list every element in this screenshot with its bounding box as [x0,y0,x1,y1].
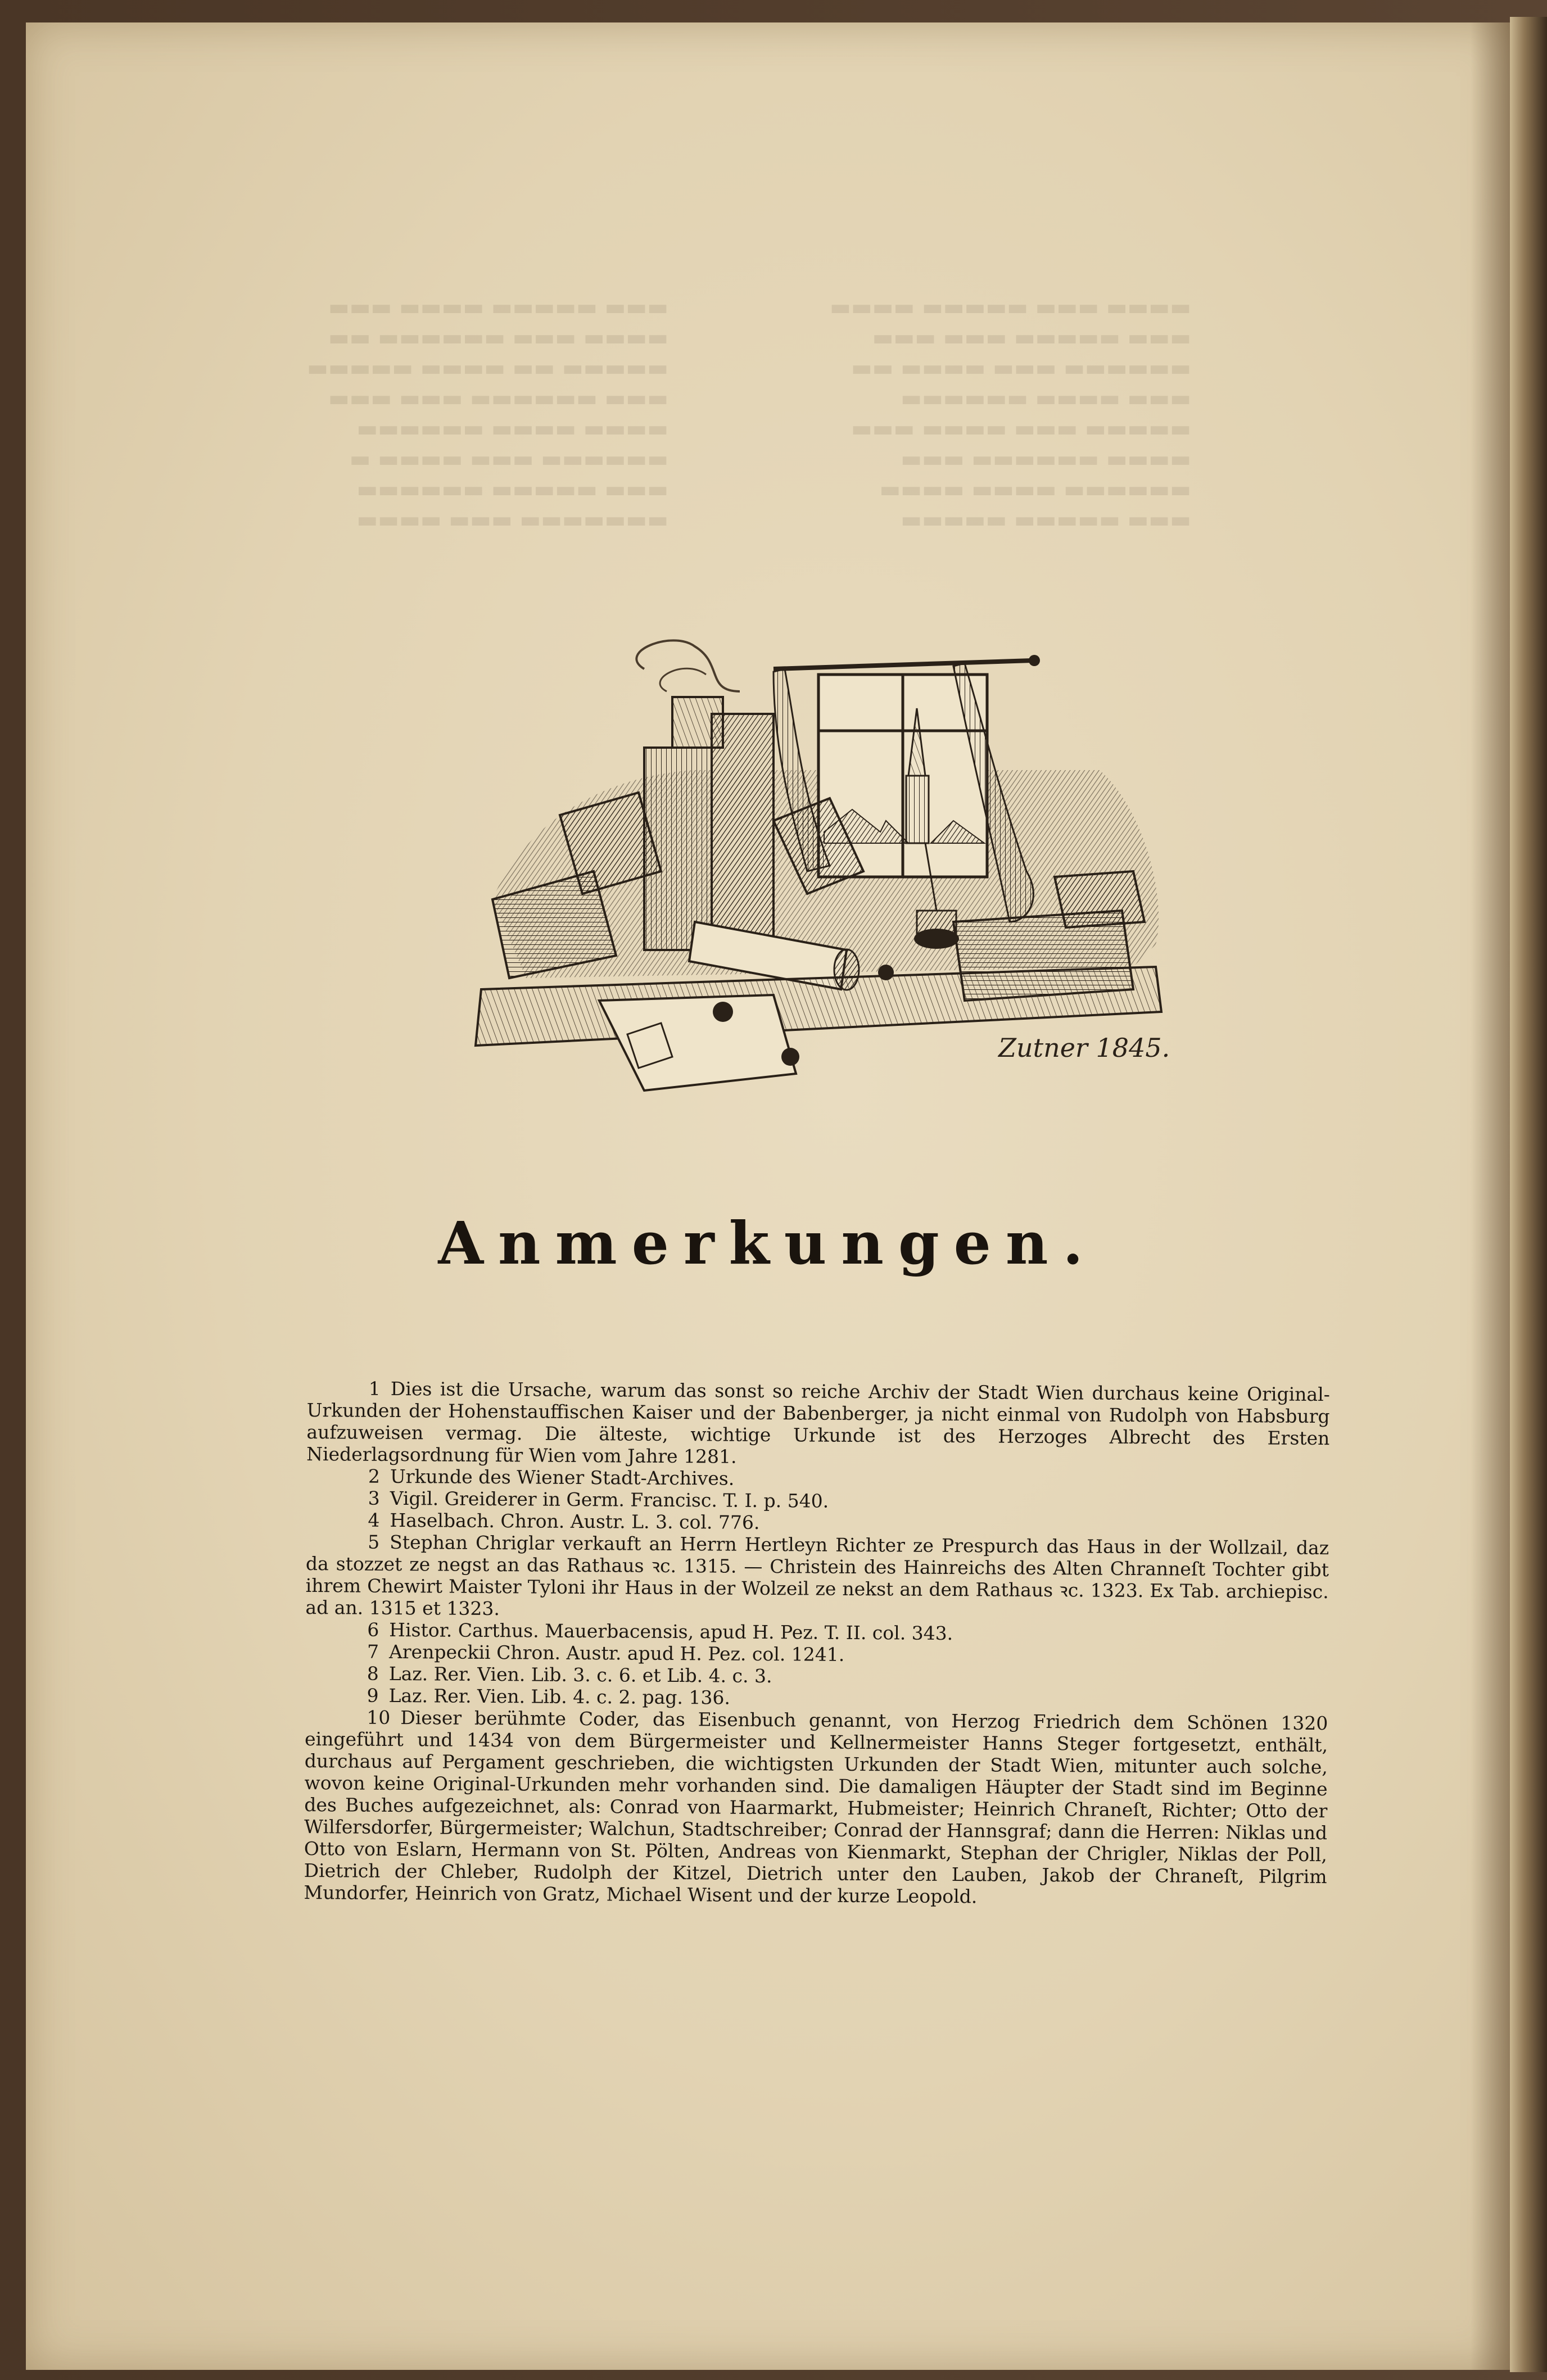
footnote-text: Dies ist die Ursache, warum das sonst so reiche Archiv der Stadt Wien durchaus keine Original-Urkunden der Hohenstauffischen Kaiser und der Babenberger, ja nicht einmal von Rudolph von Habsburg aufzuweisen vermag. Die älteste, wichtige Urkunde ist des Herzoges Albrecht des Ersten Niederlagsordnung für Wien vom Jahre 1281. [306,1377,1330,1468]
footnote-number: 9 [367,1684,379,1707]
footnote-text: Haselbach. Chron. Austr. L. 3. col. 776. [390,1509,760,1533]
wax-seal [878,965,894,980]
footnote-text: Vigil. Greiderer in Germ. Francisc. T. I. p. 540. [390,1487,829,1512]
wax-seal [713,1002,733,1022]
footnote-number: 10 [367,1706,391,1729]
footnote-number: 5 [368,1531,380,1553]
footnote-number: 1 [368,1377,381,1400]
footnote-number: 6 [367,1618,379,1641]
footnote-text: Histor. Carthus. Mauerbacensis, apud H. Pez. T. II. col. 343. [389,1618,953,1645]
footnotes [304,1377,1330,1910]
footnote-number: 2 [368,1465,381,1487]
show-through-text-left: ▬▬▬ ▬▬▬▬▬ ▬▬▬▬ ▬▬▬ ▬▬▬▬ ▬▬▬ ▬▬▬▬▬▬ ▬▬ ▬▬▬▬▬ ▬▬ ▬▬▬▬ ▬▬▬▬▬ ▬▬▬ ▬▬▬▬▬▬ ▬▬▬ ▬▬▬ ▬▬▬▬ ▬▬▬▬ ▬▬▬▬▬▬ ▬▬▬▬▬▬ ▬▬▬ ▬▬▬▬ ▬ ▬▬▬ ▬▬▬▬▬ ▬▬▬▬▬▬ ▬▬▬▬▬▬▬ ▬▬▬ ▬▬▬▬ [307,295,668,533]
footnote-text: Urkunde des Wiener Stadt-Archives. [390,1465,735,1490]
footnote-text: Arenpeckii Chron. Austr. apud H. Pez. col. 1241. [388,1640,845,1666]
footnote-text: Laz. Rer. Vien. Lib. 4. c. 2. pag. 136. [388,1684,731,1709]
footnote-1 [306,1377,1330,1471]
footnote-5 [305,1531,1329,1625]
engraver-signature: Zutner 1845. [998,1033,1170,1063]
footnote-number: 3 [368,1487,380,1509]
gutter-shadow [1471,22,1510,2370]
wax-seal [781,1048,799,1066]
footnote-text: Laz. Rer. Vien. Lib. 3. c. 6. et Lib. 4. c. 3. [388,1662,772,1687]
show-through-text-right: ▬▬▬▬ ▬▬▬ ▬▬▬▬▬ ▬▬▬▬ ▬▬▬ ▬▬▬▬▬ ▬▬▬ ▬▬▬ ▬▬▬▬▬▬ ▬▬▬ ▬▬▬▬ ▬▬ ▬▬▬ ▬▬▬▬ ▬▬▬▬▬▬ ▬▬▬▬▬ ▬▬▬ ▬▬▬▬ ▬▬▬ ▬▬▬▬ ▬▬▬▬▬▬ ▬▬▬ ▬▬▬▬▬▬ ▬▬▬▬ ▬▬▬▬ ▬▬▬ ▬▬▬▬▬ ▬▬▬▬▬ [830,295,1191,533]
book-page [26,22,1510,2370]
engraved-vignette-archive-room [459,607,1189,1102]
footnote-text: Stephan Chriglar verkauft an Herrn Hertleyn Richter ze Prespurch das Haus in der Wollzail, daz da stozzet ze negst an das Rathaus ꝛc. 1315. — Christein des Hainreichs des Alten Chranneſt Tochter gibt ihrem Chewirt Maister Tyloni ihr Haus in der Wolzeil ze nekst an dem Rathaus ꝛc. 1323. Ex Tab. archiepisc. ad an. 1315 et 1323. [305,1531,1329,1620]
book-spine-edge [1510,17,1547,2372]
footnote-10 [304,1706,1328,1910]
footnote-number: 7 [367,1640,379,1663]
footnote-number: 8 [367,1662,379,1685]
section-heading: Anmerkungen. [438,1209,1098,1278]
map-sheet [599,995,796,1091]
vignette-drawing [459,607,1189,1102]
footnote-text: Dieser berühmte Coder, das Eisenbuch genannt, von Herzog Friedrich dem Schönen 1320 eingeführt und 1434 von dem Bürgermeister und Kellnermeister Hanns Steger fortgesetzt, enthält, durchaus auf Pergament geschrieben, die wichtigsten Urkunden der Stadt Wien, mitunter auch solche, wovon keine Original-Urkunden mehr vorhanden sind. Die damaligen Häupter der Stadt sind im Beginne des Buches aufgezeichnet, als: Conrad von Haarmarkt, Hubmeister; Heinrich Chraneſt, Richter; Otto der Wilfersdorfer, Bürgermeister; Walchun, Stadtschreiber; Conrad der Hannsgraf; dann die Herren: Niklas und Otto von Eslarn, Hermann von St. Pölten, Andreas von Kienmarkt, Stephan der Chrigler, Niklas der Poll, Dietrich der Chleber, Rudolph der Kitzel, Dietrich unter den Lauben, Jakob der Chraneſt, Pilgrim Mundorfer, Heinrich von Gratz, Michael Wisent und der kurze Leopold. [304,1707,1328,1908]
footnote-number: 4 [368,1509,380,1531]
